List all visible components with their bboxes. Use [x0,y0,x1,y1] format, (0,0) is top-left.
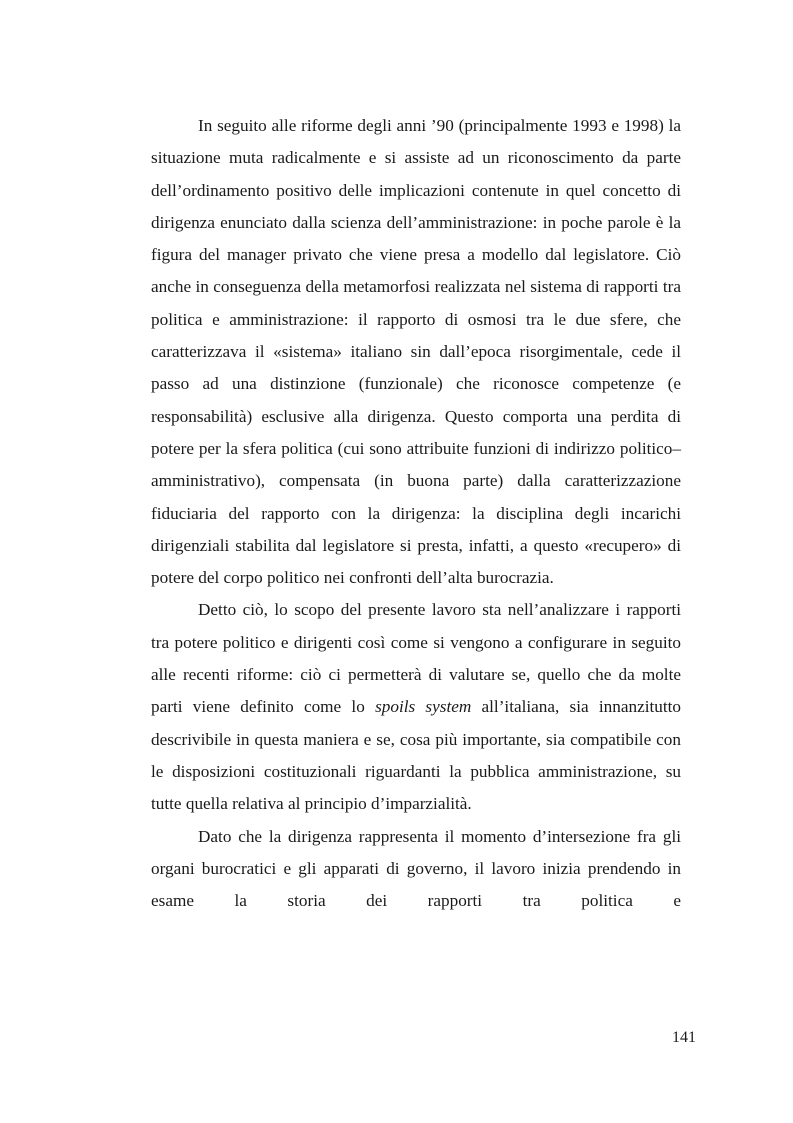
paragraph-2 [151,594,681,820]
body-text [151,110,681,917]
italic-term-spoils-system: spoils system [375,697,472,717]
page-number: 141 [672,1029,696,1046]
paragraph-1 [151,110,681,594]
paragraph-3 [151,821,681,918]
paragraph-3-text: Dato che la dirigenza rappresenta il momento d’intersezione fra gli organi burocratici e gli apparati di governo, il lavoro inizia prendendo in esame la storia dei rapporti tra politica e [151,826,681,911]
paragraph-1-text: In seguito alle riforme degli anni ’90 (principalmente 1993 e 1998) la situazione muta radicalmente e si assiste ad un riconoscimento da parte dell’ordinamento positivo delle implicazioni contenute in quel concetto di dirigenza enunciato dalla scienza dell’amministrazione: in poche parole è la figura del manager privato che viene presa a modello dal legislatore. Ciò anche in conseguenza della metamorfosi realizzata nel sistema di rapporti tra politica e amministrazione: il rapporto di osmosi tra le due sfere, che caratterizzava il «sistema» italiano sin dall’epoca risorgimentale, cede il passo ad una distinzione (funzionale) che riconosce competenze (e responsabilità) esclusive alla dirigenza. Questo comporta una perdita di potere per la sfera politica (cui sono attribuite funzioni di indirizzo politico–amministrativo), compensata (in buona parte) dalla caratterizzazione fiduciaria del rapporto con la dirigenza: la disciplina degli incarichi dirigenziali stabilita dal legislatore si presta, infatti, a questo «recupero» di potere del corpo politico nei confronti dell’alta burocrazia. [151,116,681,588]
paragraph-2-text-start: Detto ciò, lo scopo del presente lavoro sta nell’analizzare i rapporti tra potere politico e dirigenti così come si vengono a configurare in seguito alle recenti riforme: ciò ci permetterà di valutare se, quello che da molte parti viene definito come lo [151,600,681,717]
paragraph-2-text-end: all’italiana, sia innanzitutto descrivibile in questa maniera e se, cosa più importante, sia compatibile con le disposizioni costituzionali riguardanti la pubblica amministrazione, su tutte quella relativa al principio d’imparzialità. [151,697,682,814]
